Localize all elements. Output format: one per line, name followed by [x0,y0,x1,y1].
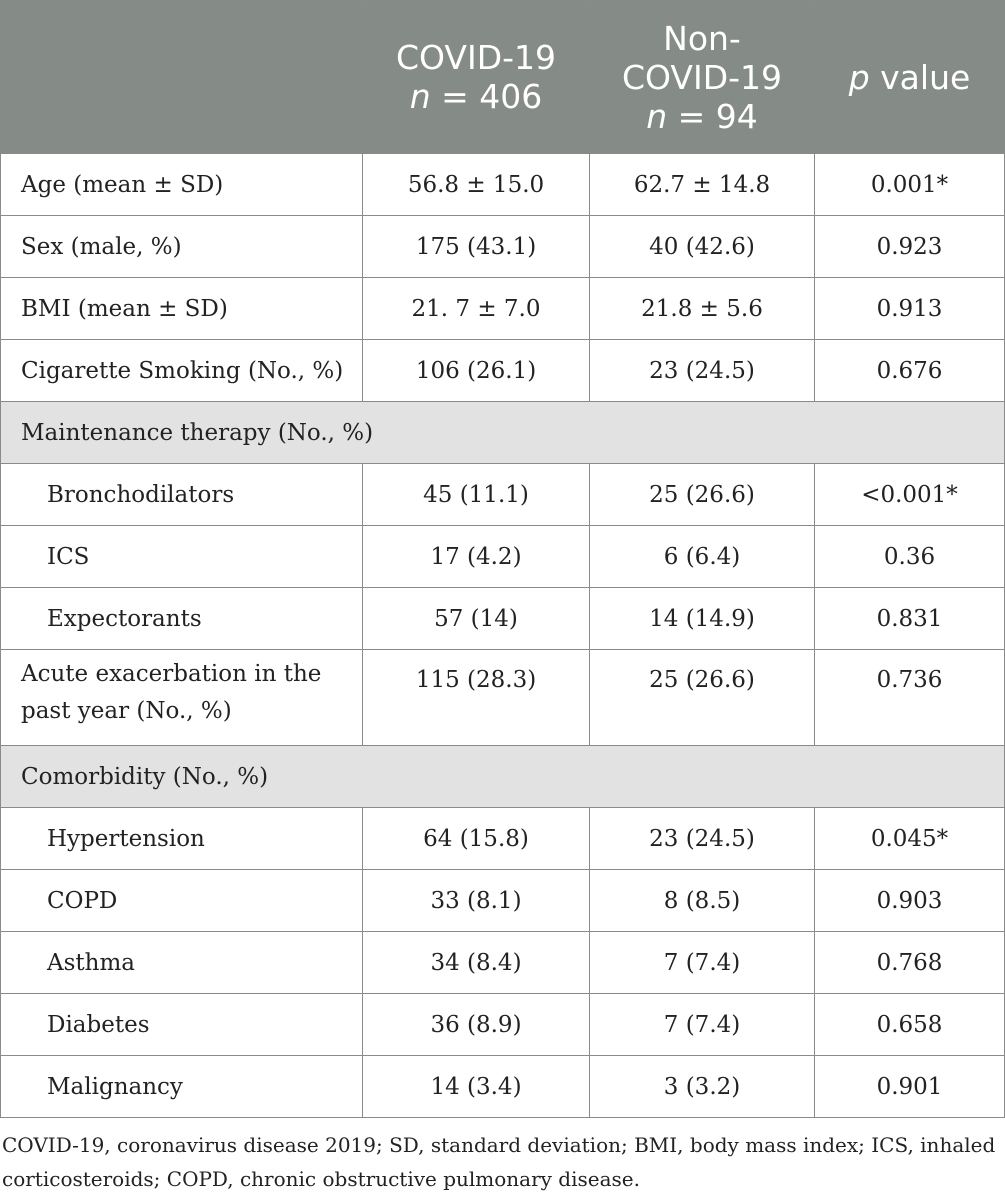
cell-covid: 56.8 ± 15.0 [363,154,590,216]
cell-p: 0.768 [815,932,1005,994]
row-label: COPD [1,870,363,932]
table-row [1,808,1005,870]
cell-covid: 36 (8.9) [363,994,590,1056]
cell-covid: 115 (28.3) [363,650,590,746]
cell-p: 0.045* [815,808,1005,870]
cell-p: 0.736 [815,650,1005,746]
cell-covid: 106 (26.1) [363,340,590,402]
header-covid-n-value: = 406 [441,77,543,116]
cell-noncovid: 7 (7.4) [590,994,815,1056]
header-covid-n-label: n [409,77,431,116]
table-row [1,154,1005,216]
section-row-maintenance [1,402,1005,464]
cell-covid: 45 (11.1) [363,464,590,526]
cell-noncovid: 23 (24.5) [590,340,815,402]
header-p-word: value [880,57,971,97]
table-row [1,340,1005,402]
cell-noncovid: 6 (6.4) [590,526,815,588]
header-noncovid [590,1,815,154]
cell-p: 0.658 [815,994,1005,1056]
cell-p: 0.001* [815,154,1005,216]
cell-noncovid: 3 (3.2) [590,1056,815,1118]
table-row [1,464,1005,526]
cell-p: <0.001* [815,464,1005,526]
header-covid-title: COVID-19 [395,38,557,77]
header-row [1,1,1005,154]
row-label: Bronchodilators [1,464,363,526]
table-row [1,994,1005,1056]
cell-noncovid: 14 (14.9) [590,588,815,650]
cell-covid: 33 (8.1) [363,870,590,932]
table-row [1,588,1005,650]
row-label: BMI (mean ± SD) [1,278,363,340]
row-label: Hypertension [1,808,363,870]
row-label: Sex (male, %) [1,216,363,278]
table-row [1,1056,1005,1118]
cell-p: 0.901 [815,1056,1005,1118]
table-row [1,932,1005,994]
row-label [1,650,363,746]
cell-p: 0.831 [815,588,1005,650]
cell-noncovid: 25 (26.6) [590,650,815,746]
header-covid-n [363,77,589,116]
section-label: Maintenance therapy (No., %) [1,402,1005,464]
table-row [1,278,1005,340]
header-p-label: p [848,57,870,97]
cell-noncovid: 40 (42.6) [590,216,815,278]
cell-p: 0.903 [815,870,1005,932]
header-p-value [815,1,1005,154]
cell-noncovid: 21.8 ± 5.6 [590,278,815,340]
cell-p: 0.923 [815,216,1005,278]
row-label: ICS [1,526,363,588]
cell-covid: 175 (43.1) [363,216,590,278]
header-noncovid-line1: Non- [663,18,741,58]
table-footnote: COVID-19, coronavirus disease 2019; SD, standard deviation; BMI, body mass index; ICS, inhaled corticosteroids; COPD, chronic obstructive pulmonary disease. [2,1133,996,1191]
cell-covid: 64 (15.8) [363,808,590,870]
cell-noncovid: 23 (24.5) [590,808,815,870]
section-row-comorbidity [1,746,1005,808]
cell-noncovid: 7 (7.4) [590,932,815,994]
cell-covid: 14 (3.4) [363,1056,590,1118]
header-noncovid-n [590,97,814,136]
cell-covid: 57 (14) [363,588,590,650]
cell-p: 0.913 [815,278,1005,340]
cell-noncovid: 8 (8.5) [590,870,815,932]
row-label: Expectorants [1,588,363,650]
table-row [1,526,1005,588]
row-label-line1: Acute exacerbation in the [21,661,322,687]
table-row [1,870,1005,932]
header-blank-cell [1,1,363,154]
cell-covid: 34 (8.4) [363,932,590,994]
header-noncovid-line2: COVID-19 [621,57,783,97]
cell-p: 0.676 [815,340,1005,402]
row-label: Diabetes [1,994,363,1056]
row-label: Cigarette Smoking (No., %) [1,340,363,402]
header-noncovid-n-label: n [646,96,668,136]
cell-covid: 17 (4.2) [363,526,590,588]
table-row [1,650,1005,746]
section-label: Comorbidity (No., %) [1,746,1005,808]
row-label: Malignancy [1,1056,363,1118]
row-label-line2: past year (No., %) [21,698,232,724]
table-row [1,216,1005,278]
cell-noncovid: 62.7 ± 14.8 [590,154,815,216]
header-noncovid-n-value: = 94 [677,96,758,136]
cell-p: 0.36 [815,526,1005,588]
header-covid [363,1,590,154]
row-label: Age (mean ± SD) [1,154,363,216]
cell-noncovid: 25 (26.6) [590,464,815,526]
row-label: Asthma [1,932,363,994]
cell-covid: 21. 7 ± 7.0 [363,278,590,340]
